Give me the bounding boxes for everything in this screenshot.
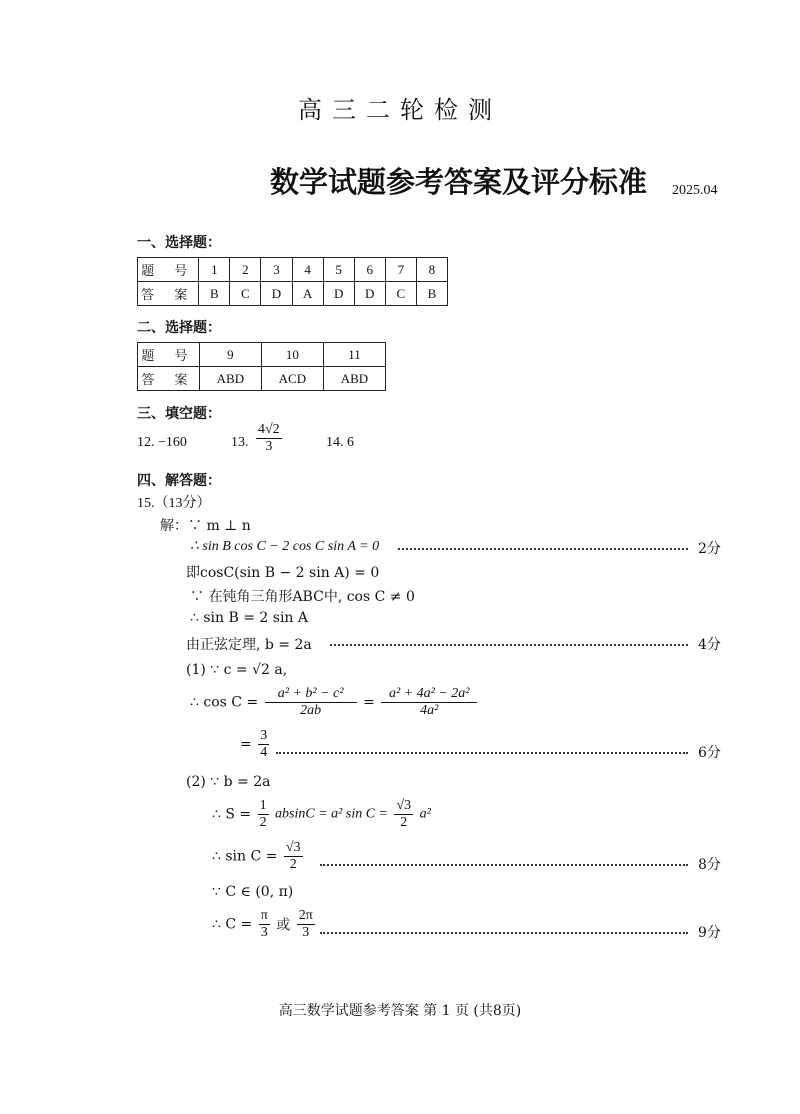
fraction-numerator: a² + b² − c² bbox=[265, 686, 357, 703]
fraction-denominator: 2 bbox=[289, 857, 297, 872]
answer-table-1 bbox=[137, 257, 448, 306]
page-title: 数学试题参考答案及评分标准 bbox=[270, 165, 648, 199]
table-cell: ACD bbox=[261, 367, 323, 391]
table-cell: 3 bbox=[261, 258, 292, 282]
solution-text: absinC = a² sin C = bbox=[275, 806, 388, 822]
table-cell: 11 bbox=[323, 343, 385, 367]
score-label: 9分 bbox=[698, 925, 721, 941]
table-cell: 9 bbox=[199, 343, 261, 367]
dot-leader bbox=[398, 548, 688, 550]
table-cell: B bbox=[199, 282, 230, 306]
answer-q14: 14. 6 bbox=[326, 435, 354, 450]
dot-leader bbox=[330, 644, 688, 646]
section-heading-multi-choice: 二、选择题： bbox=[137, 320, 221, 336]
table-cell: D bbox=[323, 282, 354, 306]
table-cell: B bbox=[416, 282, 447, 306]
table-header-cell: 答 案 bbox=[138, 367, 200, 391]
table-header-cell: 题 号 bbox=[138, 258, 199, 282]
score-label: 8分 bbox=[698, 857, 721, 873]
solution-line: 解：∵ m ⊥ n bbox=[160, 518, 251, 534]
fraction-numerator: √3 bbox=[396, 798, 412, 813]
solution-line: (1) ∵ c = √2 a, bbox=[186, 662, 288, 678]
table-cell: 8 bbox=[416, 258, 447, 282]
solution-text: = bbox=[240, 736, 252, 753]
table-cell: 7 bbox=[385, 258, 416, 282]
dot-leader bbox=[320, 932, 688, 934]
answer-table-2 bbox=[137, 342, 386, 391]
problem-label: 15.（13分） bbox=[137, 496, 211, 511]
page-footer: 高三数学试题参考答案 第 1 页 (共8页) bbox=[278, 1003, 522, 1019]
solution-line bbox=[212, 840, 305, 873]
fraction-denominator: 4 bbox=[260, 745, 268, 760]
section-heading-choice: 一、选择题： bbox=[137, 235, 221, 251]
solution-line: ∵ 在钝角三角形ABC中, cos C ≠ 0 bbox=[190, 589, 415, 605]
table-row bbox=[138, 258, 448, 282]
fraction-numerator: a² + 4a² − 2a² bbox=[381, 686, 477, 703]
dot-leader bbox=[320, 864, 688, 866]
date-label: 2025.04 bbox=[672, 183, 718, 198]
table-cell: 5 bbox=[323, 258, 354, 282]
dot-leader bbox=[276, 752, 688, 754]
table-cell: D bbox=[261, 282, 292, 306]
solution-text: = bbox=[363, 694, 375, 711]
table-cell: 1 bbox=[199, 258, 230, 282]
table-cell: ABD bbox=[199, 367, 261, 391]
fraction-denominator: 2ab bbox=[300, 703, 322, 718]
table-cell: C bbox=[385, 282, 416, 306]
fraction-numerator: √3 bbox=[285, 840, 301, 855]
solution-text: ∴ S = bbox=[212, 806, 252, 823]
solution-line: ∴ sin B cos C − 2 cos C sin A = 0 bbox=[190, 539, 380, 554]
subtitle: 高三二轮检测 bbox=[298, 96, 502, 124]
fraction-denominator: 2 bbox=[400, 815, 408, 830]
solution-line: 即cosC(sin B − 2 sin A) = 0 bbox=[186, 565, 380, 581]
solution-line bbox=[212, 908, 317, 941]
table-row bbox=[138, 282, 448, 306]
solution-line: ∵ C ∈ (0, π) bbox=[212, 884, 294, 900]
score-label: 2分 bbox=[698, 541, 721, 557]
solution-line: 由正弦定理, b = 2a bbox=[186, 637, 312, 653]
table-cell: A bbox=[292, 282, 323, 306]
solution-text: ∴ sin C = bbox=[212, 848, 278, 865]
table-cell: ABD bbox=[323, 367, 385, 391]
solution-line-cosC bbox=[190, 686, 479, 719]
table-cell: 2 bbox=[230, 258, 261, 282]
solution-line bbox=[240, 728, 271, 761]
fraction-denominator: 3 bbox=[302, 925, 310, 940]
fraction-numerator: 2π bbox=[298, 908, 313, 923]
section-heading-fill-in: 三、填空题： bbox=[137, 406, 221, 422]
table-cell: C bbox=[230, 282, 261, 306]
table-cell: D bbox=[354, 282, 385, 306]
table-row bbox=[138, 343, 386, 367]
table-cell: 4 bbox=[292, 258, 323, 282]
solution-text: 或 bbox=[276, 917, 291, 934]
section-heading-solution: 四、解答题： bbox=[137, 473, 221, 489]
fraction-numerator: 4√2 bbox=[258, 422, 280, 437]
solution-text: a² bbox=[419, 806, 431, 822]
solution-line: ∴ sin B = 2 sin A bbox=[190, 610, 309, 626]
table-header-cell: 答 案 bbox=[138, 282, 199, 306]
score-label: 4分 bbox=[698, 637, 721, 653]
table-cell: 6 bbox=[354, 258, 385, 282]
fraction-numerator: 1 bbox=[259, 798, 267, 813]
table-cell: 10 bbox=[261, 343, 323, 367]
score-label: 6分 bbox=[698, 745, 721, 761]
fraction-denominator: 4a² bbox=[420, 703, 439, 718]
fraction-denominator: 3 bbox=[265, 439, 273, 454]
fraction-numerator: π bbox=[260, 908, 268, 923]
fraction-denominator: 3 bbox=[260, 925, 268, 940]
answer-q13 bbox=[254, 422, 284, 455]
solution-line: (2) ∵ b = 2a bbox=[186, 774, 271, 790]
table-header-cell: 题 号 bbox=[138, 343, 200, 367]
answer-q13-label: 13. bbox=[231, 435, 249, 450]
solution-line-area bbox=[212, 798, 431, 831]
solution-text: ∴ C = bbox=[212, 916, 253, 933]
solution-text: ∴ cos C = bbox=[190, 694, 259, 711]
answer-q12: 12. −160 bbox=[137, 435, 187, 450]
fraction-denominator: 2 bbox=[259, 815, 267, 830]
fraction-numerator: 3 bbox=[260, 728, 268, 743]
table-row bbox=[138, 367, 386, 391]
